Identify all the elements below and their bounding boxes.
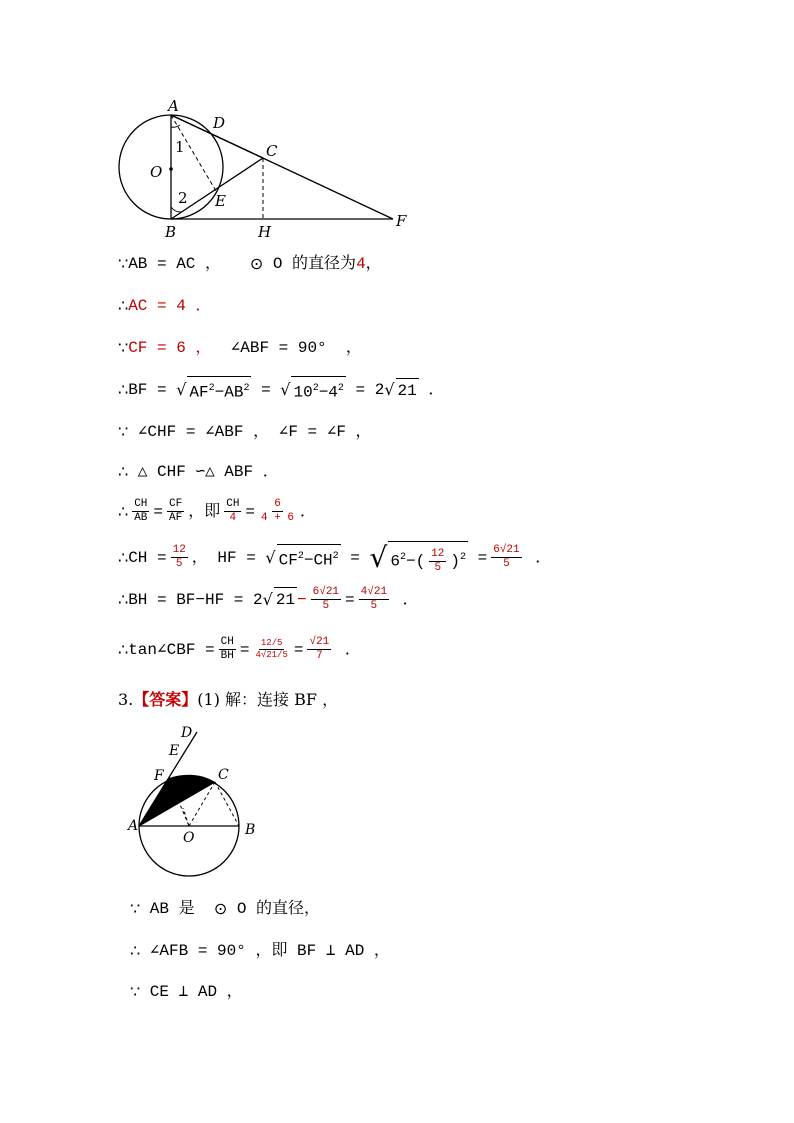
label-C: C <box>266 142 278 160</box>
proof1-line4: ∴ BF = √ $AF^2-AB^2$ = √ $10^2-4^2$ = 2 √ 21 ． <box>118 376 444 404</box>
label2-O: O <box>183 830 195 846</box>
angle-2-arc <box>171 207 181 212</box>
center-dot <box>169 167 173 171</box>
label2-B: B <box>245 822 256 838</box>
geometry-figure-1 <box>110 95 420 245</box>
proof1-line6: ∴ △ CHF ∽△ ABF ． <box>118 462 279 481</box>
label2-D: D <box>181 725 193 741</box>
label-E: E <box>215 192 226 210</box>
proof2-line3: ∵ CE ⊥ AD ， <box>130 982 243 1001</box>
geometry-figure-2 <box>125 722 265 882</box>
label-2: 2 <box>178 189 188 207</box>
proof1-line2: ∴ AC = 4 ． <box>118 296 212 315</box>
answer-heading: 3.【答案】(1) 解：连接 BF ， <box>118 690 339 709</box>
proof2-line1: ∵ AB 是 ⊙ O 的直径， <box>130 899 321 918</box>
label2-F: F <box>154 768 164 784</box>
label-O: O <box>150 163 163 181</box>
label-H: H <box>258 223 272 241</box>
shaded-region <box>139 775 215 826</box>
proof1-line1: ∵ AB = AC ， ⊙ O 的直径为 4 ， <box>118 254 382 273</box>
label2-E: E <box>169 743 180 759</box>
label-B: B <box>165 223 177 241</box>
proof1-line9: ∴ BH = BF−HF = 2 √ 21 − $\frac{6√21}{5}$ = $\frac{4√21}{5}$ ． <box>118 586 419 612</box>
label-D: D <box>213 114 226 132</box>
label-F: F <box>396 212 407 230</box>
proof1-line10: ∴ tan∠CBF = $\frac{CH}{BH}$ = $\frac{12/5}{4√21/5}$ = $\frac{√21}{7}$ ． <box>118 636 361 662</box>
dashed-3 <box>215 782 239 826</box>
proof1-line7: ∴ $\frac{CH}{AB}$ = $\frac{CF}{AF}$ ，即 $\frac{CH}{4}$ = $\frac{6}{4 + 6}$ ． <box>118 498 317 524</box>
label-1: 1 <box>175 138 185 156</box>
label-A: A <box>168 97 179 115</box>
proof2-line2: ∴ ∠AFB = 90° ，即 BF ⊥ AD ， <box>130 941 390 960</box>
dashed-4 <box>183 808 189 826</box>
proof1-line8: ∴ CH = $\frac{12}{5}$ ， HF = √ $CF^2-CH^2$ = √ $6^2-$( $\frac{12}{5}$ )$^2$ = $\frac{6√21}{5}$ ． <box>118 540 552 574</box>
proof1-line3: ∵ CF = 6 ， ∠ABF = 90° ， <box>118 338 362 357</box>
angle-1-arc <box>171 125 180 127</box>
label2-A: A <box>128 818 139 834</box>
proof1-line5: ∵ ∠CHF = ∠ABF ， ∠F = ∠F ， <box>118 422 372 441</box>
label2-C: C <box>218 767 229 783</box>
